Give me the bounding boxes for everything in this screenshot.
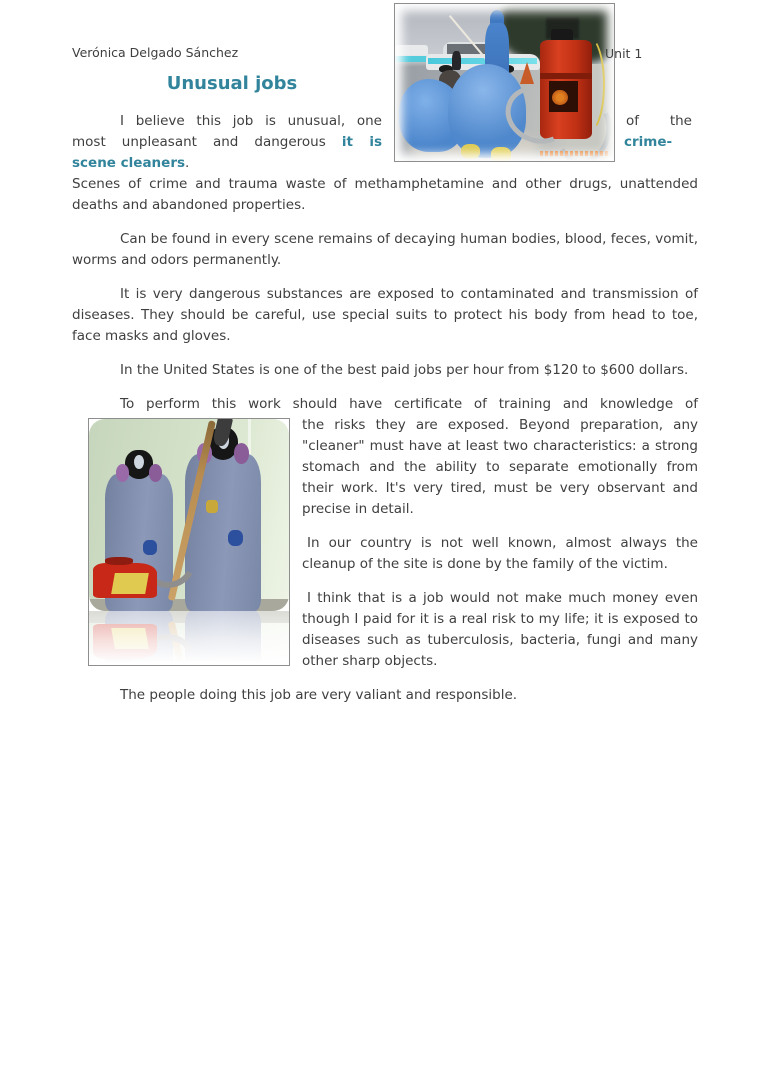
paragraph-3: It is very dangerous substances are exposed to contaminated and transmission of diseases. They should be careful, use special suits to protect his body from head to toe, face masks and gloves. [72, 286, 698, 344]
mask-cartridge [234, 443, 249, 463]
paragraph-1-text: most unpleasant and dangerous [72, 134, 342, 150]
paragraph-5-line-1 [72, 394, 698, 415]
paragraph-1-text: . [185, 155, 190, 171]
accent-phrase: crime- [624, 134, 673, 150]
accent-phrase: scene cleaners [72, 155, 186, 171]
paragraph-8: The people doing this job are very valiant and responsible. [120, 687, 518, 703]
paragraph-1-line-1 [72, 111, 382, 132]
paragraph-5-rest: the risks they are exposed. Beyond preparation, any "cleaner" must have at least two characteristics: a strong stomach and the ability to separate emotionally from their work. It's very tired, must be very observant and precise in detail. [302, 417, 698, 517]
feathered-edge [395, 4, 614, 161]
reflection-fade [89, 611, 289, 665]
paragraph-1-text: of the [626, 113, 692, 129]
page-title: Unusual jobs [166, 73, 298, 94]
yellow-badge [206, 500, 217, 513]
paragraph-1-line-4 [72, 174, 698, 216]
paragraph-1-text: I believe this job is unusual, one [120, 113, 382, 129]
paragraph-1-right-fragment [624, 132, 672, 153]
blue-glove [228, 530, 243, 547]
crime-scene-photo [394, 3, 615, 162]
mask-cartridge [149, 464, 163, 482]
crime-scene-illustration [395, 4, 614, 161]
gas-can-handle [105, 557, 133, 565]
unit-label: Unit 1 [605, 46, 643, 61]
cleaners-photo-main [89, 419, 289, 611]
paragraph-6: In our country is not well known, almost always the cleanup of the site is done by the family of the victim. [302, 535, 698, 572]
paragraph-7: I think that is a job would not make much money even though I paid for it is a real risk to my life; it is exposed to diseases such as tuberculosis, bacteria, fungi and many other sharp objects. [302, 590, 698, 669]
accent-phrase: it is [341, 134, 382, 150]
paragraph-1-right-fragment [626, 111, 692, 132]
paragraph-4: In the United States is one of the best paid jobs per hour from $120 to $600 dollars. [120, 362, 689, 378]
paragraph-2: Can be found in every scene remains of decaying human bodies, blood, feces, vomit, worms and odors permanently. [72, 231, 698, 268]
paragraph-1-line-2 [72, 132, 382, 153]
photo-reflection [89, 611, 289, 665]
author-name: Verónica Delgado Sánchez [72, 45, 239, 60]
wrap-section [72, 415, 698, 672]
gas-can-label [111, 573, 149, 594]
cleaners-portrait-photo [88, 418, 290, 666]
cleaner-right [185, 427, 261, 611]
paragraph-5-text: To perform this work should have certificate of training and knowledge of [120, 396, 698, 412]
cleaners-illustration [89, 419, 289, 611]
paragraph-1-text: Scenes of crime and trauma waste of methamphetamine and other drugs, unattended deaths and abandoned properties. [72, 176, 698, 213]
